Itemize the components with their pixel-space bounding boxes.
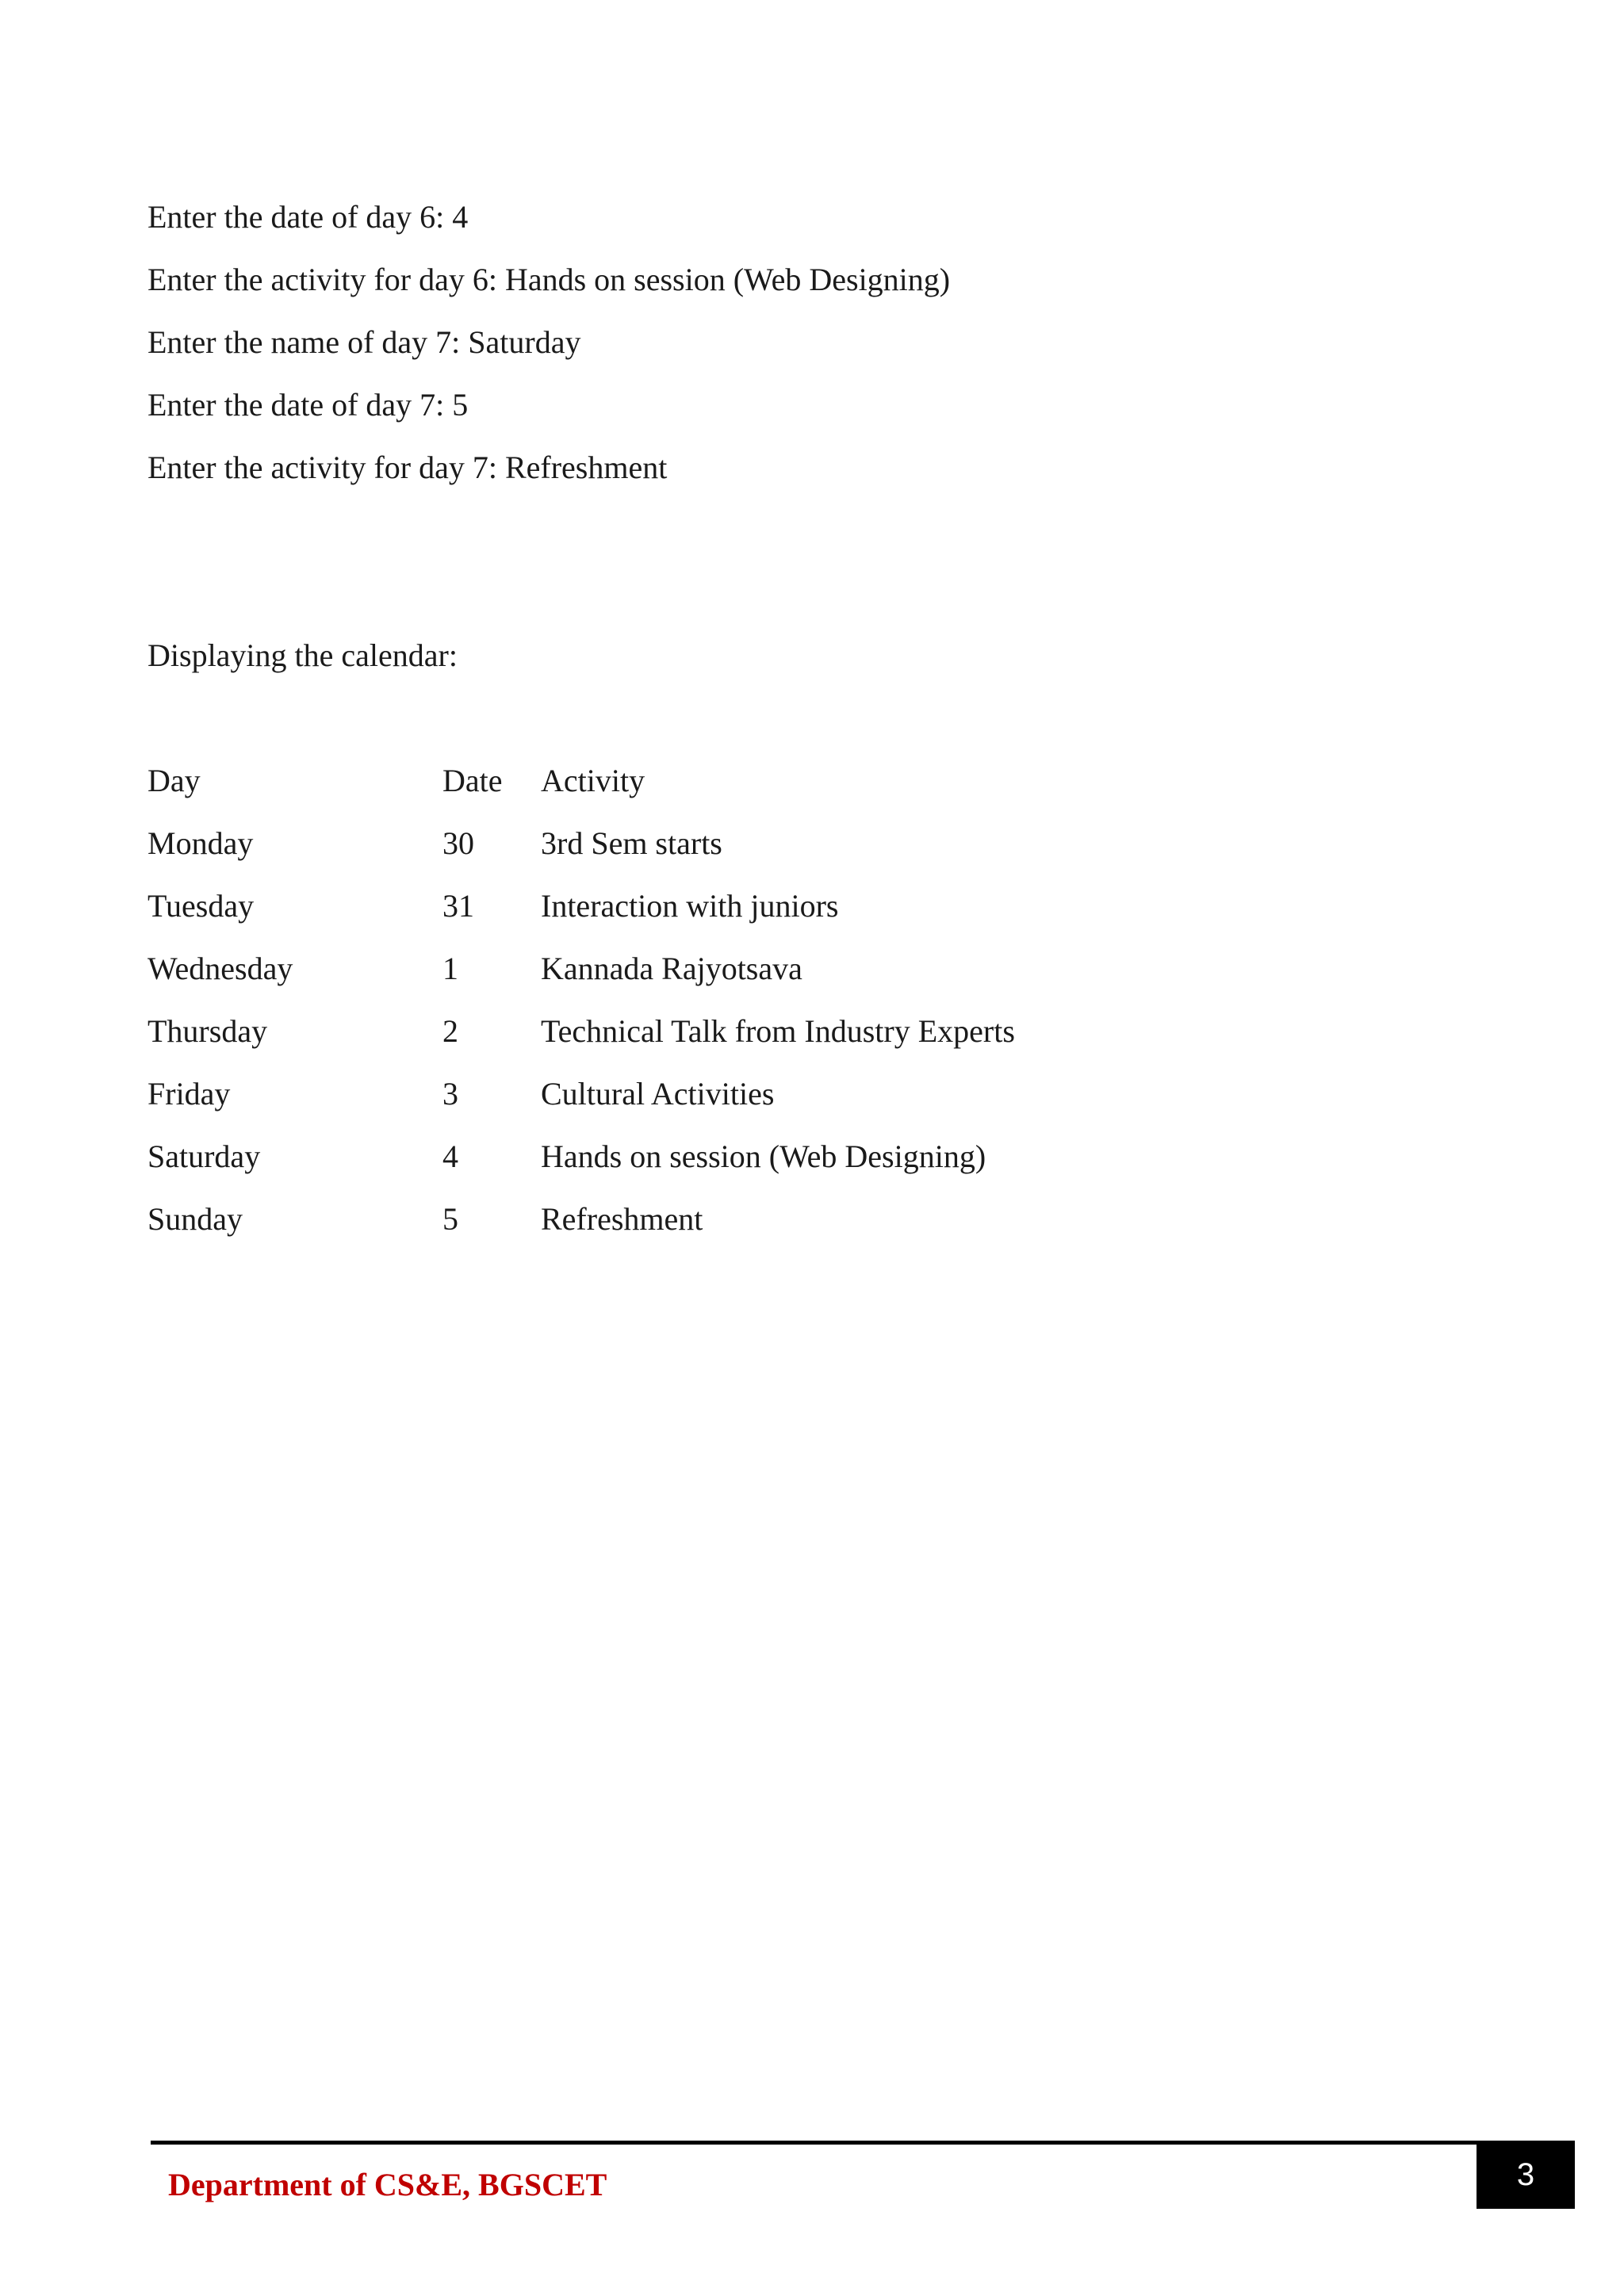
row-activity: Refreshment bbox=[541, 1201, 703, 1237]
input-line-day6-activity: Enter the activity for day 6: Hands on session (Web Designing) bbox=[147, 262, 951, 297]
row-day: Thursday bbox=[147, 1013, 268, 1049]
row-date: 1 bbox=[442, 951, 458, 986]
row-day: Saturday bbox=[147, 1138, 261, 1174]
row-date: 4 bbox=[442, 1138, 458, 1174]
display-heading: Displaying the calendar: bbox=[147, 637, 458, 673]
row-day: Friday bbox=[147, 1076, 231, 1112]
page-number: 3 bbox=[1516, 2157, 1535, 2192]
footer-divider bbox=[151, 2141, 1575, 2145]
row-date: 2 bbox=[442, 1013, 458, 1049]
row-day: Wednesday bbox=[147, 951, 293, 986]
row-date: 30 bbox=[442, 825, 474, 861]
row-activity: 3rd Sem starts bbox=[541, 825, 722, 861]
input-line-day7-name: Enter the name of day 7: Saturday bbox=[147, 324, 581, 360]
row-day: Sunday bbox=[147, 1201, 243, 1237]
footer-department: Department of CS&E, BGSCET bbox=[168, 2167, 607, 2202]
header-day: Day bbox=[147, 763, 201, 798]
row-date: 5 bbox=[442, 1201, 458, 1237]
input-line-day7-activity: Enter the activity for day 7: Refreshment bbox=[147, 450, 668, 485]
row-date: 3 bbox=[442, 1076, 458, 1112]
row-activity: Kannada Rajyotsava bbox=[541, 951, 802, 986]
input-line-day6-date: Enter the date of day 6: 4 bbox=[147, 199, 469, 235]
input-line-day7-date: Enter the date of day 7: 5 bbox=[147, 387, 469, 423]
page-number-box bbox=[1477, 2141, 1575, 2209]
row-day: Monday bbox=[147, 825, 254, 861]
row-day: Tuesday bbox=[147, 888, 255, 924]
row-activity: Cultural Activities bbox=[541, 1076, 775, 1112]
row-activity: Technical Talk from Industry Experts bbox=[541, 1013, 1015, 1049]
row-activity: Interaction with juniors bbox=[541, 888, 839, 924]
header-date: Date bbox=[442, 763, 503, 798]
row-date: 31 bbox=[442, 888, 474, 924]
header-activity: Activity bbox=[541, 763, 645, 798]
row-activity: Hands on session (Web Designing) bbox=[541, 1138, 986, 1174]
